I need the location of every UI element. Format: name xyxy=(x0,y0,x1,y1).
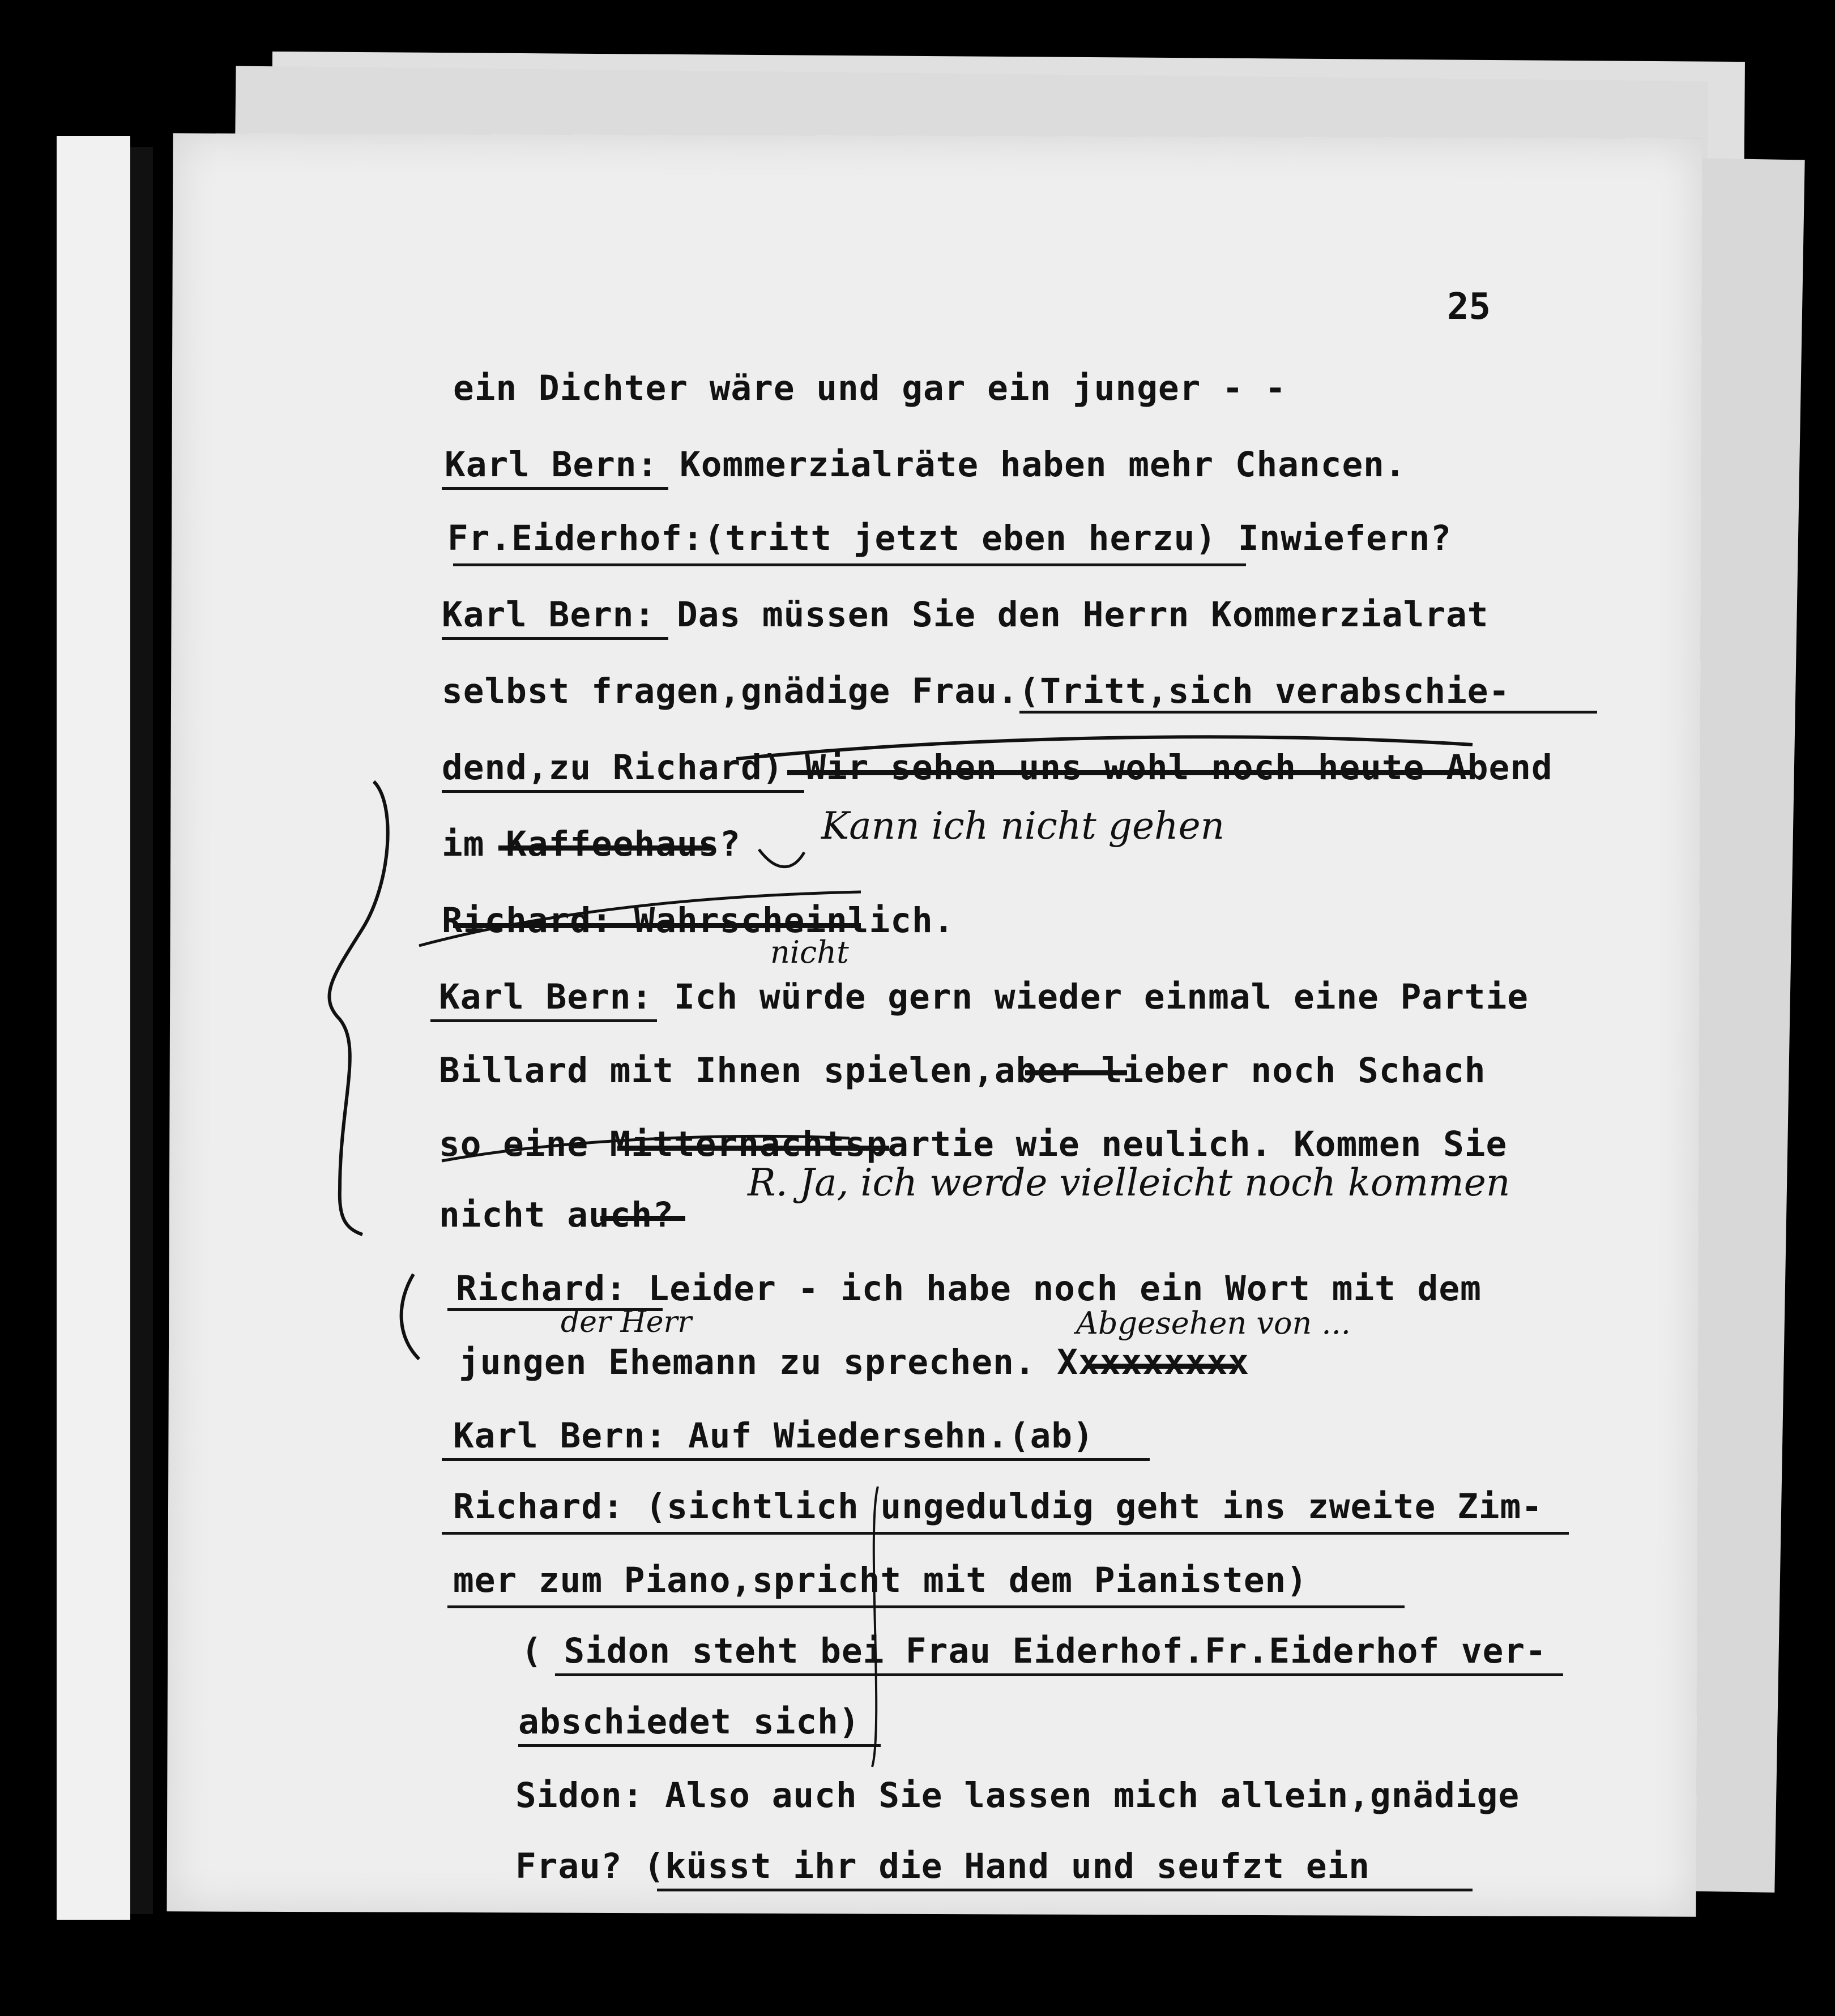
strike-curve xyxy=(736,737,1473,759)
margin-bracket-small xyxy=(402,1274,419,1359)
text-line-18: ( Sidon steht bei Frau Eiderhof.Fr.Eiderhof ver- xyxy=(521,1631,1547,1671)
text-line-2: Karl Bern: Kommerzialräte haben mehr Chancen. xyxy=(445,445,1406,485)
strike-curve xyxy=(442,1136,850,1161)
margin-bracket xyxy=(329,781,387,1235)
text-line-16: Richard: (sichtlich ungeduldig geht ins zweite Zim- xyxy=(453,1487,1543,1527)
handwritten-note: der Herr xyxy=(561,1305,692,1339)
text-line-20: Sidon: Also auch Sie lassen mich allein,gnädige xyxy=(515,1775,1520,1816)
handwritten-note: nicht xyxy=(770,934,849,970)
margin-stroke xyxy=(872,1487,878,1767)
handwritten-note: Kann ich nicht gehen xyxy=(821,804,1225,848)
strike-curve xyxy=(419,892,861,946)
text-line-12: nicht auch? xyxy=(439,1195,674,1235)
handwritten-note: Abgesehen von ... xyxy=(1076,1305,1351,1341)
text-line-10: Billard mit Ihnen spielen,aber lieber noch Schach xyxy=(439,1050,1486,1091)
text-line-17: mer zum Piano,spricht mit dem Pianisten) xyxy=(453,1560,1308,1600)
text-line-15: Karl Bern: Auf Wiedersehn.(ab) xyxy=(453,1416,1094,1456)
text-line-7: im Kaffeehaus? xyxy=(442,824,741,864)
text-line-13: Richard: Leider - ich habe noch ein Wort mit dem xyxy=(456,1268,1482,1309)
text-line-6: dend,zu Richard) Wir sehen uns wohl noch heute Abend xyxy=(442,748,1553,788)
text-line-4: Karl Bern: Das müssen Sie den Herrn Kommerzialrat xyxy=(442,595,1489,635)
text-line-19: abschiedet sich) xyxy=(518,1702,860,1742)
text-line-14: jungen Ehemann zu sprechen. Xxxxxxxxx xyxy=(459,1342,1249,1382)
text-line-9: Karl Bern: Ich würde gern wieder einmal eine Partie xyxy=(439,977,1529,1017)
text-line-3: Fr.Eiderhof:(tritt jetzt eben herzu) Inwiefern? xyxy=(447,518,1452,558)
handwritten-note: R. Ja, ich werde vielleicht noch kommen xyxy=(748,1161,1510,1205)
text-line-5: selbst fragen,gnädige Frau.(Tritt,sich verabschie- xyxy=(442,671,1510,711)
caret-mark xyxy=(759,849,804,867)
text-line-11: so eine Mitternachtspartie wie neulich. Kommen Sie xyxy=(439,1124,1508,1164)
page-number: 25 xyxy=(1447,286,1491,328)
text-line-8: Richard: Wahrscheinlich. xyxy=(442,900,955,941)
text-line-21: Frau? (küsst ihr die Hand und seufzt ein xyxy=(515,1846,1371,1886)
text-line-1: ein Dichter wäre und gar ein junger - - xyxy=(453,368,1287,408)
